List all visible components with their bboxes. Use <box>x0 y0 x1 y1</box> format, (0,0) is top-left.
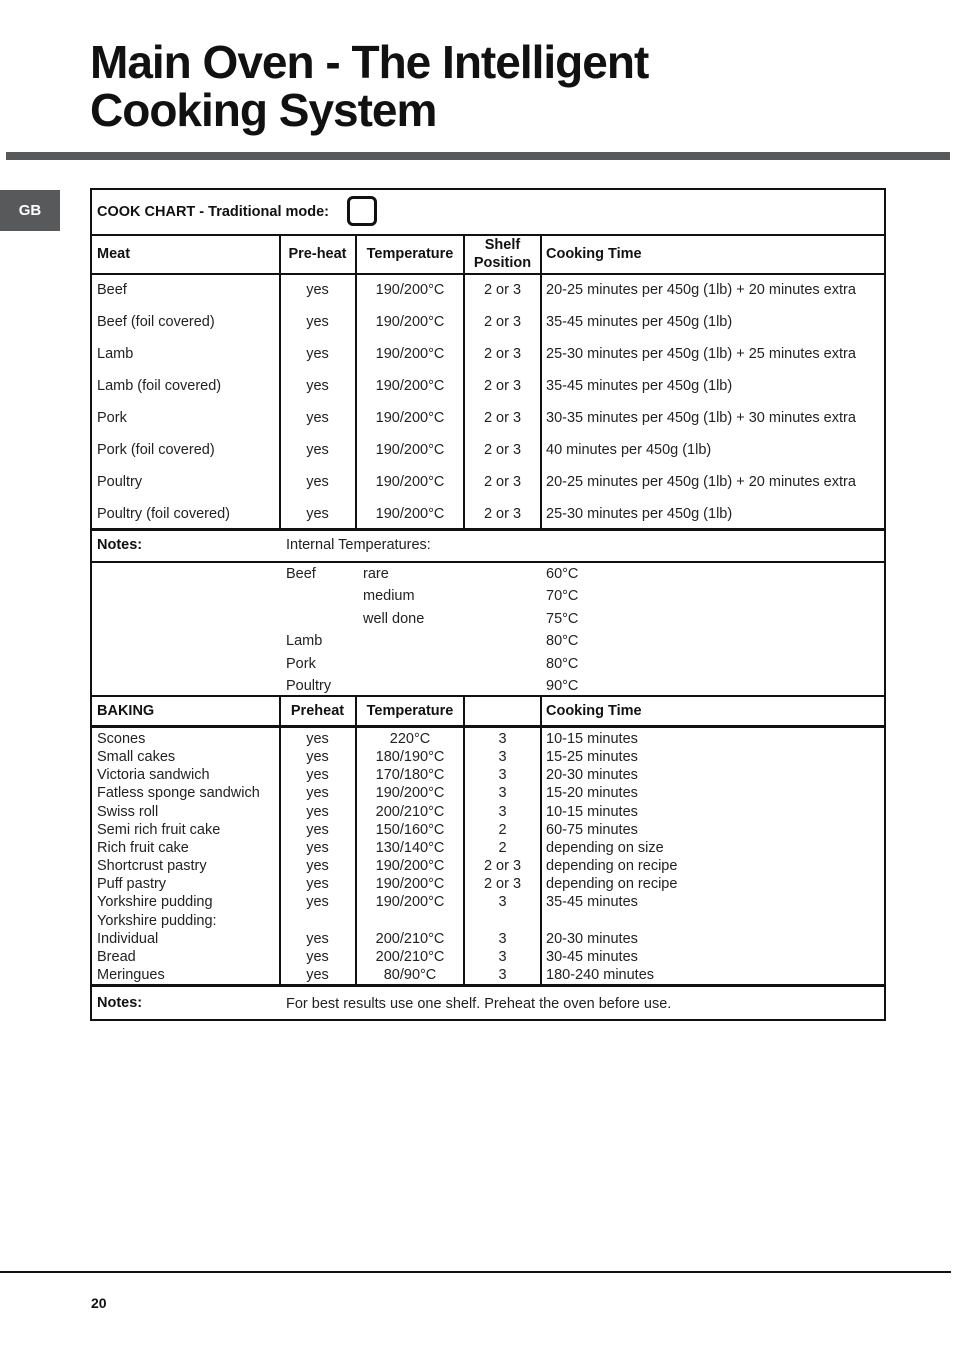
notes-label: Notes: <box>97 537 143 553</box>
baking-shelf: 3 <box>498 966 507 983</box>
baking-name: Fatless sponge sandwich <box>97 785 260 802</box>
footer-rule <box>0 1271 951 1273</box>
baking-name: Shortcrust pastry <box>97 858 207 875</box>
traditional-mode-icon <box>347 196 377 226</box>
baking-temperature: 200/210°C <box>375 803 445 820</box>
header-baking-cooking-time: Cooking Time <box>546 703 642 719</box>
baking-name: Puff pastry <box>97 876 167 893</box>
baking-preheat: yes <box>306 731 329 747</box>
meat-preheat: yes <box>306 346 329 362</box>
internal-temp-value: 70°C <box>546 588 579 605</box>
baking-preheat: yes <box>306 803 329 820</box>
meat-preheat: yes <box>306 410 329 426</box>
baking-temperature: 190/200°C <box>375 858 445 875</box>
internal-temp-doneness: rare <box>363 566 389 582</box>
baking-preheat: yes <box>306 858 329 875</box>
internal-temp-value: 80°C <box>546 633 579 650</box>
title-line-2: Cooking System <box>90 84 437 136</box>
meat-cooking-time: 35-45 minutes per 450g (1lb) <box>546 314 733 330</box>
divider <box>92 984 884 987</box>
divider <box>92 725 884 728</box>
internal-temp-value: 90°C <box>546 678 579 694</box>
meat-name: Pork <box>97 410 127 426</box>
baking-preheat: yes <box>306 749 329 766</box>
baking-shelf: 3 <box>498 731 507 747</box>
baking-temperature: 180/190°C <box>375 749 445 766</box>
meat-temperature: 190/200°C <box>375 378 445 394</box>
column-divider <box>279 234 281 530</box>
meat-name: Beef (foil covered) <box>97 314 215 330</box>
baking-shelf: 2 or 3 <box>483 858 522 875</box>
internal-temp-meat: Poultry <box>286 678 332 694</box>
meat-temperature: 190/200°C <box>375 314 445 330</box>
meat-preheat: yes <box>306 474 329 490</box>
internal-temp-meat: Pork <box>286 655 316 672</box>
baking-cooking-time: depending on recipe <box>546 876 678 893</box>
internal-temp-meat: Beef <box>286 566 316 582</box>
baking-name: Individual <box>97 930 159 947</box>
header-baking: BAKING <box>97 703 155 719</box>
meat-cooking-time: 20-25 minutes per 450g (1lb) + 20 minutes extra <box>546 474 856 490</box>
cook-chart-table <box>90 188 886 1021</box>
meat-temperature: 190/200°C <box>375 346 445 362</box>
baking-preheat: yes <box>306 767 329 784</box>
baking-temperature: 200/210°C <box>375 948 445 965</box>
divider <box>92 528 884 531</box>
header-position: Position <box>473 255 532 271</box>
baking-cooking-time: depending on size <box>546 839 664 856</box>
divider <box>92 561 884 563</box>
baking-temperature: 170/180°C <box>375 767 445 784</box>
baking-cooking-time: 15-20 minutes <box>546 785 638 802</box>
baking-notes-text: For best results use one shelf. Preheat the oven before use. <box>286 996 672 1012</box>
baking-preheat: yes <box>306 876 329 893</box>
baking-name: Bread <box>97 948 136 965</box>
column-divider <box>355 234 357 530</box>
baking-shelf: 3 <box>498 894 507 911</box>
internal-temp-doneness: well done <box>363 610 425 627</box>
header-rule <box>6 152 950 160</box>
column-divider <box>463 234 465 530</box>
baking-shelf: 2 or 3 <box>483 876 522 893</box>
baking-cooking-time: 15-25 minutes <box>546 749 638 766</box>
meat-name: Beef <box>97 282 127 298</box>
meat-preheat: yes <box>306 378 329 394</box>
title-line-1: Main Oven - The Intelligent <box>90 36 649 88</box>
baking-temperature: 150/160°C <box>375 821 445 838</box>
divider <box>92 695 884 697</box>
internal-temps-label: Internal Temperatures: <box>286 537 431 553</box>
baking-notes-label: Notes: <box>97 995 143 1011</box>
meat-cooking-time: 25-30 minutes per 450g (1lb) + 25 minutes extra <box>546 346 856 362</box>
meat-temperature: 190/200°C <box>375 410 445 426</box>
meat-cooking-time: 30-35 minutes per 450g (1lb) + 30 minutes extra <box>546 410 856 426</box>
baking-preheat: yes <box>306 839 329 856</box>
baking-shelf: 3 <box>498 930 507 947</box>
meat-preheat: yes <box>306 506 329 522</box>
baking-temperature: 130/140°C <box>375 839 445 856</box>
baking-name: Meringues <box>97 966 165 983</box>
column-divider <box>463 695 465 985</box>
language-tab: GB <box>0 190 60 231</box>
baking-name: Rich fruit cake <box>97 839 189 856</box>
baking-temperature: 220°C <box>389 731 431 747</box>
baking-cooking-time: 35-45 minutes <box>546 894 638 911</box>
meat-cooking-time: 40 minutes per 450g (1lb) <box>546 442 712 458</box>
baking-temperature: 190/200°C <box>375 894 445 911</box>
baking-name: Yorkshire pudding: <box>97 912 217 929</box>
baking-name: Yorkshire pudding <box>97 894 213 911</box>
meat-shelf: 2 or 3 <box>483 346 522 362</box>
meat-name: Pork (foil covered) <box>97 442 215 458</box>
baking-shelf: 3 <box>498 749 507 766</box>
internal-temp-value: 75°C <box>546 610 579 627</box>
meat-shelf: 2 or 3 <box>483 314 522 330</box>
meat-temperature: 190/200°C <box>375 442 445 458</box>
meat-name: Lamb (foil covered) <box>97 378 222 394</box>
internal-temp-doneness: medium <box>363 588 415 605</box>
column-divider <box>540 234 542 530</box>
internal-temp-meat: Lamb <box>286 633 323 650</box>
header-preheat: Pre-heat <box>288 246 347 262</box>
baking-cooking-time: 180-240 minutes <box>546 966 655 983</box>
baking-shelf: 2 <box>498 821 507 838</box>
divider <box>92 234 884 236</box>
meat-name: Poultry <box>97 474 143 490</box>
page-number: 20 <box>91 1295 107 1311</box>
internal-temp-value: 60°C <box>546 566 579 582</box>
baking-preheat: yes <box>306 785 329 802</box>
baking-shelf: 3 <box>498 767 507 784</box>
meat-shelf: 2 or 3 <box>483 506 522 522</box>
baking-shelf: 2 <box>498 839 507 856</box>
meat-shelf: 2 or 3 <box>483 474 522 490</box>
divider <box>92 273 884 275</box>
meat-shelf: 2 or 3 <box>483 442 522 458</box>
meat-preheat: yes <box>306 442 329 458</box>
header-meat: Meat <box>97 246 131 262</box>
baking-shelf: 3 <box>498 785 507 802</box>
baking-preheat: yes <box>306 894 329 911</box>
meat-preheat: yes <box>306 314 329 330</box>
header-shelf: Shelf <box>484 237 521 253</box>
meat-name: Lamb <box>97 346 134 362</box>
column-divider <box>540 695 542 985</box>
column-divider <box>355 695 357 985</box>
baking-cooking-time: 10-15 minutes <box>546 731 638 747</box>
baking-preheat: yes <box>306 948 329 965</box>
column-divider <box>279 695 281 985</box>
meat-cooking-time: 25-30 minutes per 450g (1lb) <box>546 506 733 522</box>
baking-preheat: yes <box>306 821 329 838</box>
baking-shelf: 3 <box>498 948 507 965</box>
meat-shelf: 2 or 3 <box>483 410 522 426</box>
header-cooking-time: Cooking Time <box>546 246 642 262</box>
meat-preheat: yes <box>306 282 329 298</box>
meat-temperature: 190/200°C <box>375 506 445 522</box>
meat-temperature: 190/200°C <box>375 282 445 298</box>
meat-name: Poultry (foil covered) <box>97 506 230 522</box>
baking-cooking-time: 20-30 minutes <box>546 930 638 947</box>
meat-shelf: 2 or 3 <box>483 378 522 394</box>
header-baking-preheat: Preheat <box>290 703 345 719</box>
baking-preheat: yes <box>306 966 329 983</box>
meat-shelf: 2 or 3 <box>483 282 522 298</box>
baking-name: Semi rich fruit cake <box>97 821 221 838</box>
meat-cooking-time: 20-25 minutes per 450g (1lb) + 20 minutes extra <box>546 282 856 298</box>
meat-cooking-time: 35-45 minutes per 450g (1lb) <box>546 378 733 394</box>
baking-name: Swiss roll <box>97 803 159 820</box>
baking-temperature: 190/200°C <box>375 876 445 893</box>
baking-cooking-time: 60-75 minutes <box>546 821 638 838</box>
baking-temperature: 190/200°C <box>375 785 445 802</box>
baking-cooking-time: 30-45 minutes <box>546 948 638 965</box>
header-baking-temperature: Temperature <box>366 703 454 719</box>
baking-cooking-time: 10-15 minutes <box>546 803 638 820</box>
baking-temperature: 200/210°C <box>375 930 445 947</box>
baking-name: Victoria sandwich <box>97 767 210 784</box>
baking-cooking-time: 20-30 minutes <box>546 767 638 784</box>
baking-preheat: yes <box>306 930 329 947</box>
meat-temperature: 190/200°C <box>375 474 445 490</box>
baking-shelf: 3 <box>498 803 507 820</box>
baking-name: Small cakes <box>97 749 176 766</box>
page-title <box>90 38 648 134</box>
internal-temp-value: 80°C <box>546 655 579 672</box>
cook-chart-title: COOK CHART - Traditional mode: <box>97 204 329 220</box>
header-temperature: Temperature <box>366 246 454 262</box>
baking-temperature: 80/90°C <box>383 966 437 983</box>
baking-name: Scones <box>97 731 146 747</box>
baking-cooking-time: depending on recipe <box>546 858 678 875</box>
